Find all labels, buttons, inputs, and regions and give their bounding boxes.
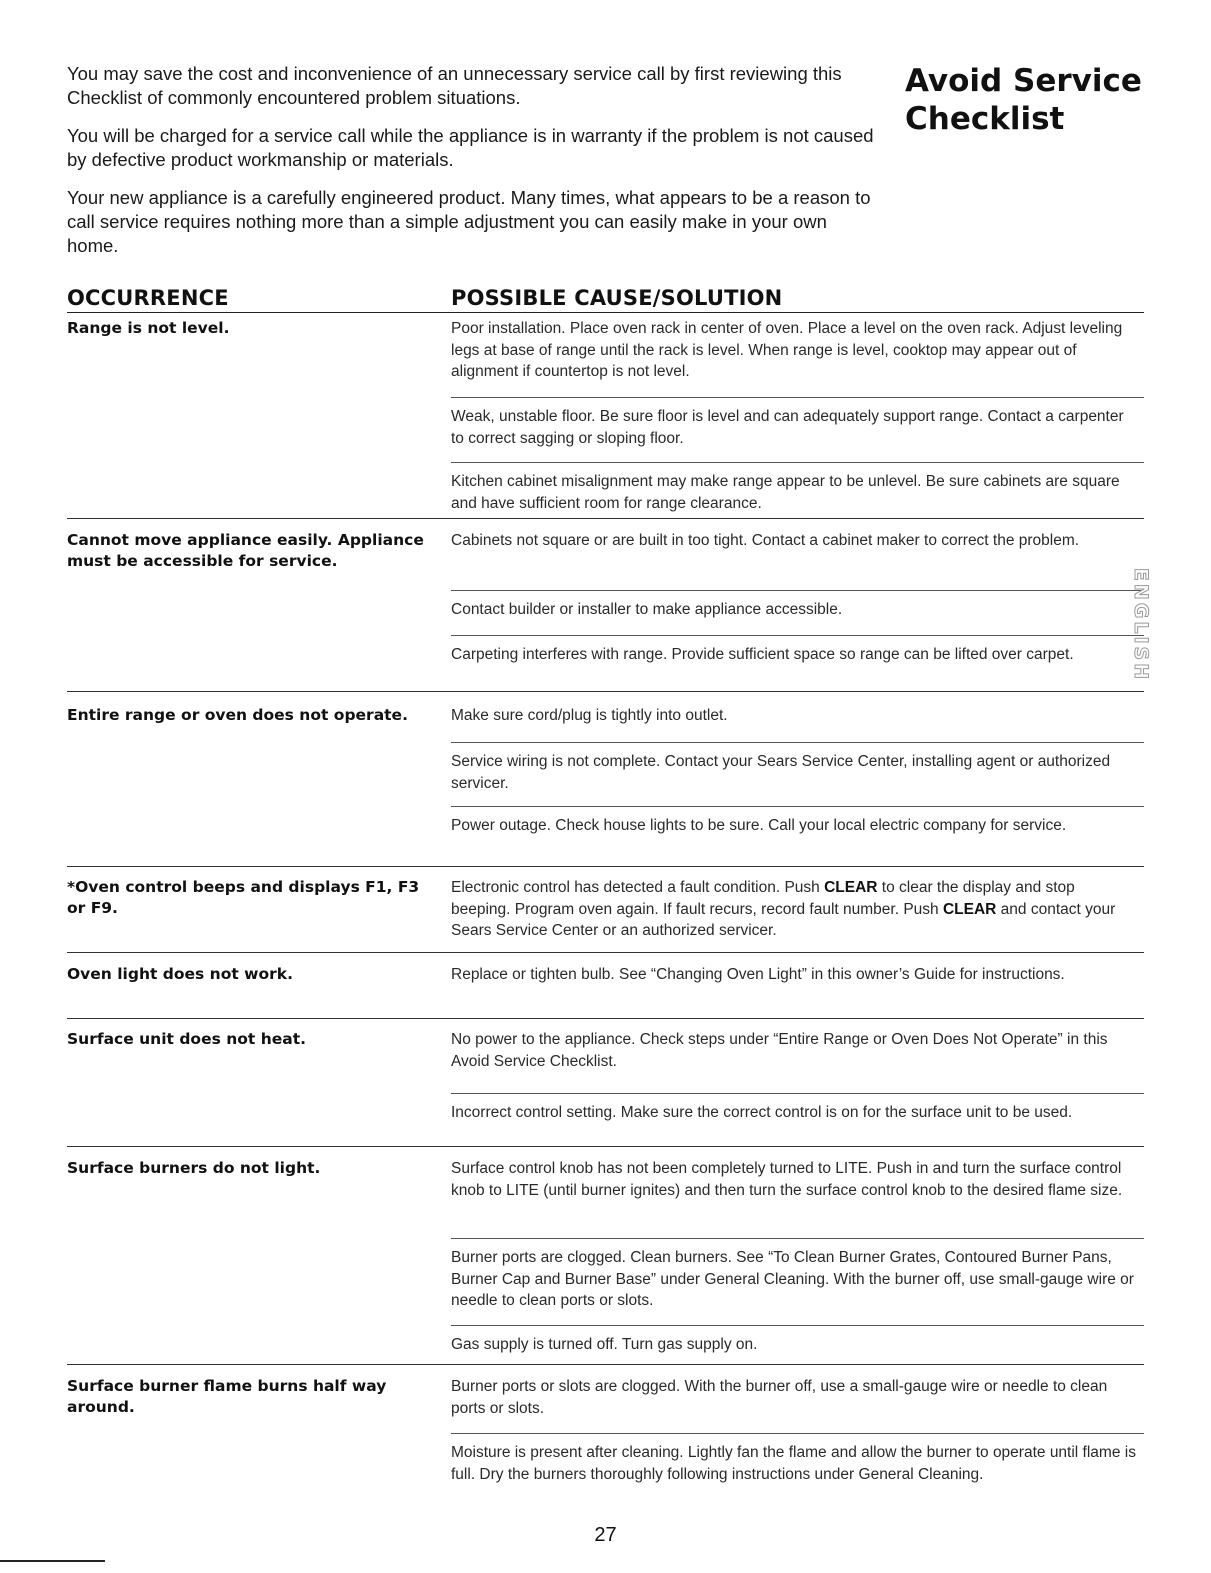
- solution-text: Contact builder or installer to make appliance accessible.: [451, 590, 1144, 635]
- solution-text: Replace or tighten bulb. See “Changing Oven Light” in this owner’s Guide for instructions.: [451, 966, 1065, 983]
- clear-keyword: CLEAR: [942, 900, 997, 918]
- solution-text: Incorrect control setting. Make sure the correct control is on for the surface unit to be used.: [451, 1093, 1144, 1136]
- occurrence-cell: *Oven control beeps and displays F1, F3 or F9.: [67, 878, 420, 917]
- language-label: ENGLISH: [1130, 567, 1152, 683]
- intro-paragraph: Your new appliance is a carefully engineered product. Many times, what appears to be a reason to call service requires nothing more than a simple adjustment you can easily make in your own home.: [67, 187, 871, 256]
- solution-text: Burner ports or slots are clogged. With the burner off, use a small-gauge wire or needle to clean ports or slots.: [451, 1378, 1108, 1417]
- solution-text-part: Electronic control has detected a fault condition. Push: [451, 879, 825, 896]
- solution-text: Poor installation. Place oven rack in center of oven. Place a level on the oven rack. Adjust leveling legs at base of range until the rack is level. When range is level, cooktop may appear out of alignment if countertop is not level.: [451, 320, 1123, 380]
- page-number: 27: [594, 1524, 617, 1546]
- header-divider: [67, 312, 1144, 313]
- table-row: [67, 1147, 1144, 1365]
- table-row: [67, 692, 1144, 867]
- solution-cell: [451, 529, 1144, 691]
- solution-text: Power outage. Check house lights to be sure. Call your local electric company for service.: [451, 806, 1144, 849]
- table-row: [67, 867, 1144, 953]
- occurrence-cell: Surface burners do not light.: [67, 1159, 321, 1177]
- solution-text-part: to clear the display and stop beeping. Program oven again. If fault recurs, record fault number. Push: [451, 879, 1075, 918]
- clear-keyword: CLEAR: [824, 879, 878, 896]
- solution-text: [451, 877, 1144, 954]
- page-title-line: Checklist: [905, 101, 1065, 137]
- checklist-table: [67, 317, 1144, 1503]
- occurrence-cell: Surface unit does not heat.: [67, 1030, 307, 1048]
- solution-text: Burner ports are clogged. Clean burners. See “To Clean Burner Grates, Contoured Burner Pans, Burner Cap and Burner Base” under General Cleaning. With the burner off, use small-gauge wire or needle to clean ports or slots.: [451, 1238, 1144, 1325]
- table-row: [67, 519, 1144, 692]
- solution-cell: [451, 1028, 1144, 1146]
- table-row: [67, 1019, 1144, 1147]
- footer-rule: [0, 1560, 105, 1562]
- occurrence-header: OCCURRENCE: [67, 286, 229, 310]
- solution-text: Service wiring is not complete. Contact your Sears Service Center, installing agent or authorized servicer.: [451, 742, 1144, 806]
- table-row: [67, 953, 1144, 1019]
- occurrence-cell: Entire range or oven does not operate.: [67, 706, 408, 724]
- solution-cell: [451, 1375, 1144, 1503]
- solution-text: No power to the appliance. Check steps under “Entire Range or Oven Does Not Operate” in this Avoid Service Checklist.: [451, 1031, 1108, 1070]
- solution-text-part: and contact your Sears Service Center or an authorized servicer.: [451, 900, 1116, 939]
- solution-cell: [451, 704, 1144, 866]
- occurrence-cell: Range is not level.: [67, 319, 230, 337]
- solution-text: Kitchen cabinet misalignment may make range appear to be unlevel. Be sure cabinets are square and have sufficient room for range clearance.: [451, 462, 1144, 519]
- solution-text: Moisture is present after cleaning. Lightly fan the flame and allow the burner to operate until flame is full. Dry the burners thoroughly following instructions under General Cleaning.: [451, 1433, 1144, 1497]
- solution-cell: [451, 317, 1144, 518]
- page-title: [905, 62, 1195, 138]
- solution-cell: [451, 1157, 1144, 1364]
- solution-cell: [451, 876, 1144, 952]
- table-row: [67, 1365, 1144, 1503]
- table-row: [67, 317, 1144, 519]
- intro-paragraph: You may save the cost and inconvenience of an unnecessary service call by first reviewing this Checklist of commonly encountered problem situations.: [67, 63, 842, 108]
- intro-text: [67, 62, 877, 272]
- solution-text: Make sure cord/plug is tightly into outlet.: [451, 707, 728, 724]
- language-side-tab: [1126, 560, 1156, 690]
- solution-text: Surface control knob has not been completely turned to LITE. Push in and turn the surface control knob to LITE (until burner ignites) and then turn the surface control knob to the desired flame size.: [451, 1160, 1123, 1199]
- solution-text: Weak, unstable floor. Be sure floor is level and can adequately support range. Contact a carpenter to correct sagging or sloping floor.: [451, 397, 1144, 462]
- cause-solution-header: POSSIBLE CAUSE/SOLUTION: [451, 286, 783, 310]
- occurrence-cell: Cannot move appliance easily. Appliance must be accessible for service.: [67, 531, 424, 570]
- solution-text: Gas supply is turned off. Turn gas supply on.: [451, 1325, 1144, 1368]
- solution-text: Cabinets not square or are built in too tight. Contact a cabinet maker to correct the problem.: [451, 532, 1080, 549]
- occurrence-cell: Surface burner flame burns half way around.: [67, 1377, 387, 1416]
- page-title-line: Avoid Service: [905, 63, 1142, 99]
- solution-cell: [451, 963, 1144, 1018]
- solution-text: Carpeting interferes with range. Provide sufficient space so range can be lifted over carpet.: [451, 635, 1144, 678]
- occurrence-cell: Oven light does not work.: [67, 965, 293, 983]
- intro-paragraph: You will be charged for a service call while the appliance is in warranty if the problem is not caused by defective product workmanship or materials.: [67, 125, 874, 170]
